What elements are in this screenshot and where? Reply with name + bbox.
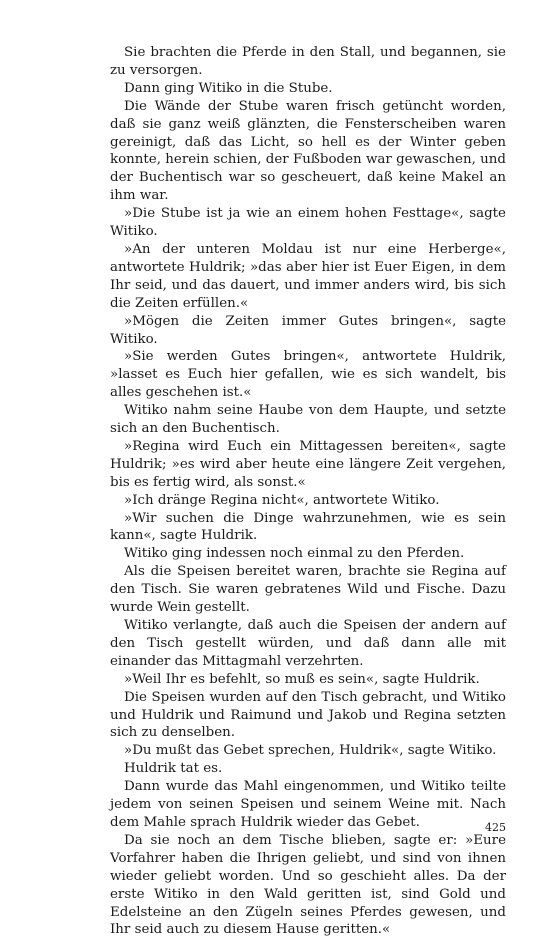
- paragraph: Sie brachten die Pferde in den Stall, und begannen, sie zu versorgen.: [110, 45, 506, 78]
- paragraph: Huldrik tat es.: [124, 761, 223, 777]
- paragraph: »Die Stube ist ja wie an einem hohen Festtage«, sagte Witiko.: [110, 206, 506, 240]
- paragraph: »Du mußt das Gebet sprechen, Huldrik«, sagte Witiko.: [124, 743, 497, 759]
- paragraph: Witiko verlangte, daß auch die Speisen der andern auf den Tisch gestellt würden, und daß dann alle mit einander das Mittagmahl verzehrten.: [110, 618, 506, 669]
- paragraph: Die Wände der Stube waren frisch getüncht worden, daß sie ganz weiß glänzten, die Fensterscheiben waren gereinigt, daß das Licht, so hell es der Winter geben konnte, herein schien, der Fußboden war gewaschen, und der Buchentisch war so gescheuert, daß keine Makel an ihm war.: [110, 98, 506, 204]
- paragraph: Dann wurde das Mahl eingenommen, und Witiko teilte jedem von seinen Speisen und seinem Weine mit. Nach dem Mahle sprach Huldrik wieder das Gebet.: [110, 779, 506, 830]
- page-number: 425: [485, 821, 506, 834]
- paragraph: Die Speisen wurden auf den Tisch gebracht, und Witiko und Huldrik und Raimund und Jakob und Regina setzten sich zu denselben.: [110, 689, 506, 741]
- paragraph: »Ich dränge Regina nicht«, antwortete Witiko.: [124, 492, 440, 508]
- paragraph: Dann ging Witiko in die Stube.: [124, 80, 333, 96]
- paragraph: Witiko ging indessen noch einmal zu den Pferden.: [124, 546, 465, 562]
- paragraph: »Wir suchen die Dinge wahrzunehmen, wie es sein kann«, sagte Huldrik.: [110, 510, 506, 544]
- paragraph: »Weil Ihr es befehlt, so muß es sein«, sagte Huldrik.: [124, 671, 480, 687]
- paragraph: »Sie werden Gutes bringen«, antwortete Huldrik, »lasset es Euch hier gefallen, wie es sich wandelt, bis alles geschehen ist.«: [110, 349, 506, 401]
- paragraph: Witiko nahm seine Haube von dem Haupte, und setzte sich an den Buchentisch.: [110, 403, 506, 437]
- body-text: [110, 44, 506, 939]
- paragraph: »Regina wird Euch ein Mittagessen bereiten«, sagte Huldrik; »es wird aber heute eine längere Zeit vergehen, bis es fertig wird, als sonst.«: [110, 438, 506, 490]
- paragraph: Da sie noch an dem Tische blieben, sagte er: »Eure Vorfahrer haben die Ihrigen geliebt, und sind von ihnen wieder geliebt worden. Und so geschieht alles. Da der erste Witiko in den Wald geritten ist, sind Gold und Edelsteine an den Zügeln seines Pferdes gewesen, und Ihr seid auch zu diesem Hause geritten.«: [110, 832, 506, 938]
- paragraph: »An der unteren Moldau ist nur eine Herberge«, antwortete Huldrik; »das aber hier ist Euer Eigen, in dem Ihr seid, und das dauert, und immer anders wird, bis sich die Zeiten erfüllen.«: [110, 241, 506, 311]
- paragraph: »Mögen die Zeiten immer Gutes bringen«, sagte Witiko.: [110, 313, 506, 347]
- paragraph: Als die Speisen bereitet waren, brachte sie Regina auf den Tisch. Sie waren gebratenes Wild und Fische. Dazu wurde Wein gestellt.: [110, 564, 506, 616]
